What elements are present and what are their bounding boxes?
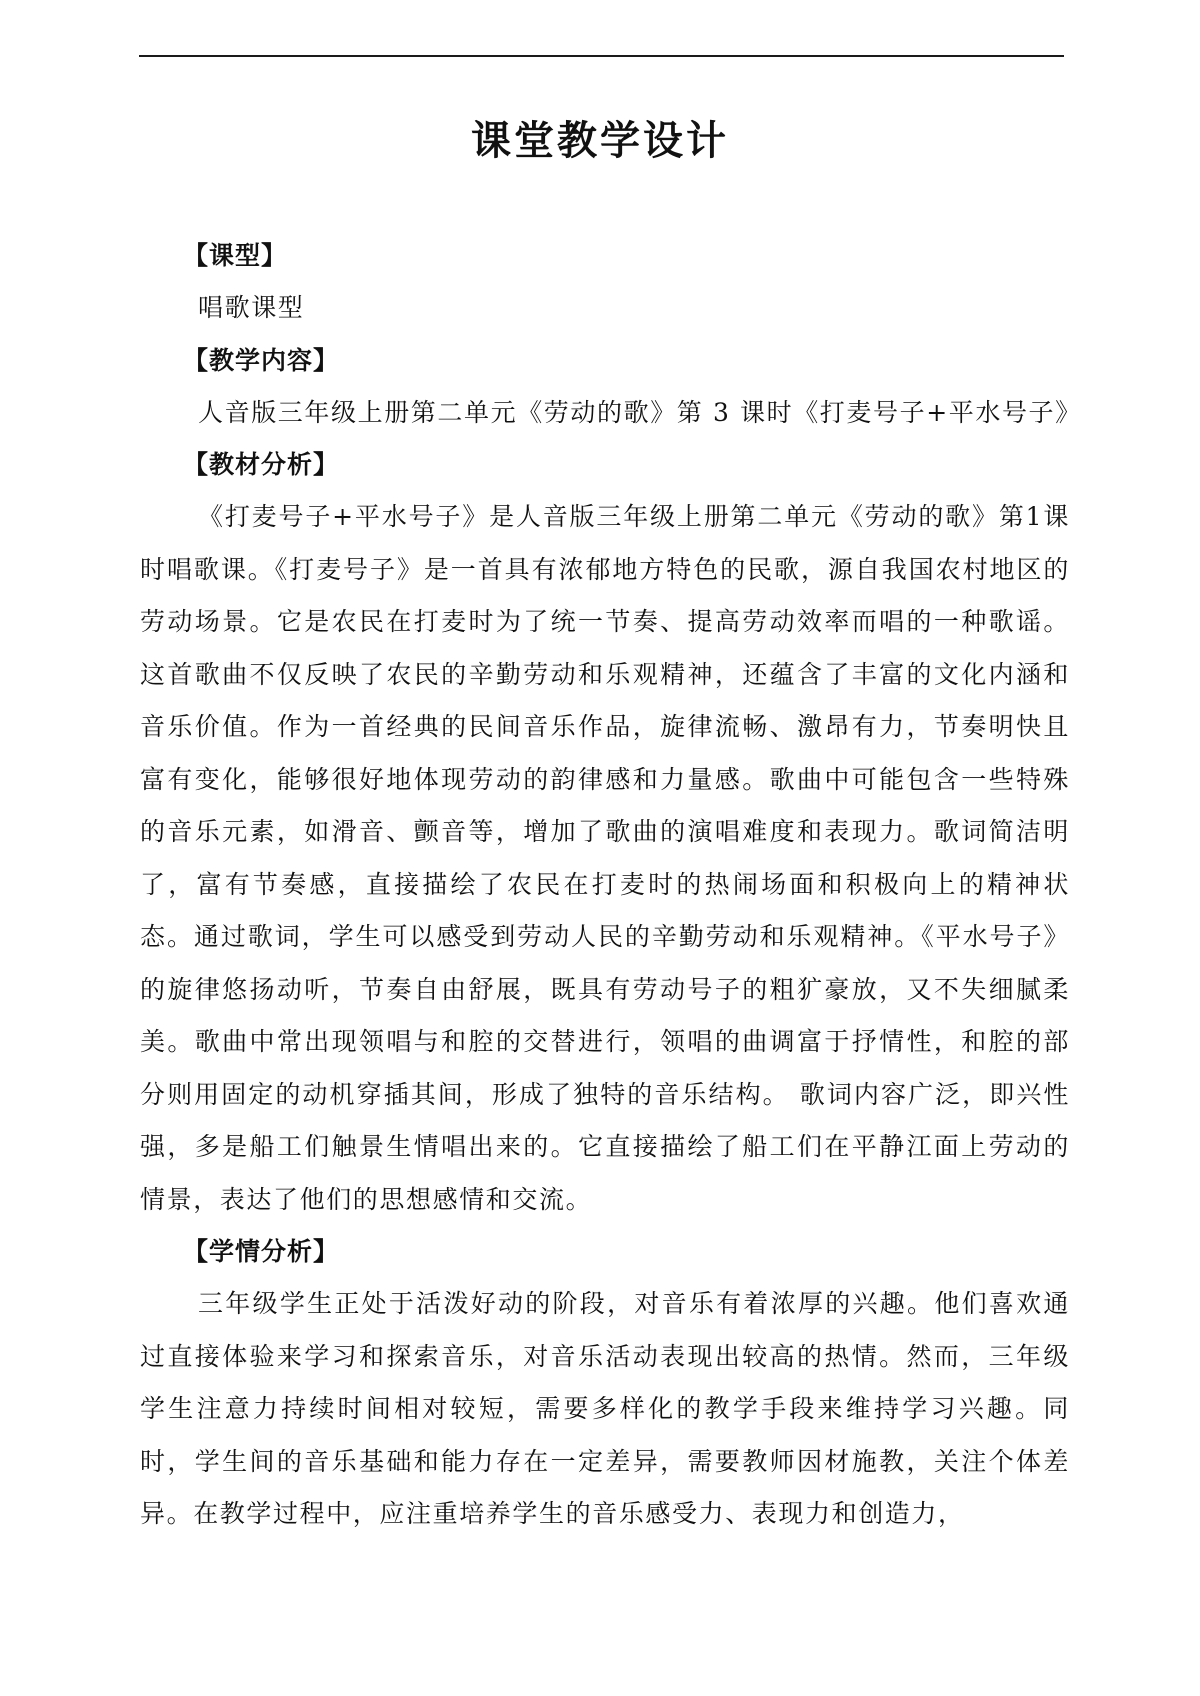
document-body [140,230,1082,1541]
section-text-student-analysis: 三年级学生正处于活泼好动的阶段，对音乐有着浓厚的兴趣。他们喜欢通过直接体验来学习和探索音乐，对音乐活动表现出较高的热情。然而，三年级学生注意力持续时间相对较短，需要多样化的教学手段来维持学习兴趣。同时，学生间的音乐基础和能力存在一定差异，需要教师因材施教，关注个体差异。在教学过程中，应注重培养学生的音乐感受力、表现力和创造力， [140,1289,1070,1528]
section-text-textbook-analysis: 《打麦号子+平水号子》是人音版三年级上册第二单元《劳动的歌》第1课时唱歌课。《打麦号子》是一首具有浓郁地方特色的民歌，源自我国农村地区的劳动场景。它是农民在打麦时为了统一节奏、提高劳动效率而唱的一种歌谣。这首歌曲不仅反映了农民的辛勤劳动和乐观精神，还蕴含了丰富的文化内涵和音乐价值。作为一首经典的民间音乐作品，旋律流畅、激昂有力，节奏明快且富有变化，能够很好地体现劳动的韵律感和力量感。歌曲中可能包含一些特殊的音乐元素，如滑音、颤音等，增加了歌曲的演唱难度和表现力。歌词简洁明了，富有节奏感，直接描绘了农民在打麦时的热闹场面和积极向上的精神状态。通过歌词，学生可以感受到劳动人民的辛勤劳动和乐观精神。《平水号子》的旋律悠扬动听，节奏自由舒展，既具有劳动号子的粗犷豪放，又不失细腻柔美。歌曲中常出现领唱与和腔的交替进行，领唱的曲调富于抒情性，和腔的部分则用固定的动机穿插其间，形成了独特的音乐结构。 歌词内容广泛，即兴性强，多是船工们触景生情唱出来的。它直接描绘了船工们在平静江面上劳动的情景，表达了他们的思想感情和交流。 [140,502,1070,1214]
section-heading-textbook-analysis: 【教材分析】 [183,450,340,479]
section-heading-student-analysis: 【学情分析】 [183,1237,340,1266]
section-heading-lesson-type: 【课型】 [183,241,288,270]
document-title: 课堂教学设计 [471,118,729,164]
section-text-lesson-type: 唱歌课型 [198,293,305,322]
section-heading-teaching-content: 【教学内容】 [183,345,340,375]
header-rule [139,55,1064,57]
section-text-teaching-content: 人音版三年级上册第二单元《劳动的歌》第 3 课时《打麦号子+平水号子》 [198,397,1082,427]
